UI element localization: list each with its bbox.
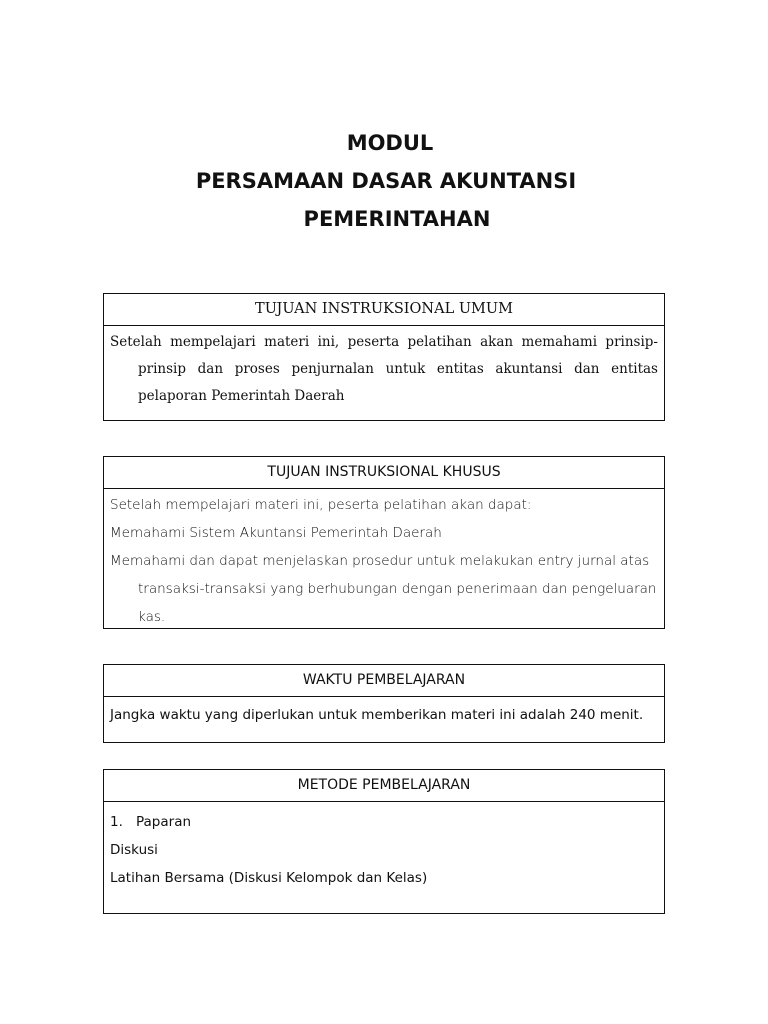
metode-item-1 — [110, 808, 658, 836]
waktu-body — [104, 697, 664, 731]
metode-body — [104, 802, 664, 892]
tujuan-khusus-body — [104, 489, 664, 631]
tujuan-khusus-intro: Setelah mempelajari materi ini, peserta pelatihan akan dapat: — [110, 497, 532, 513]
metode-item-2: Diskusi — [110, 842, 158, 858]
tujuan-umum-heading: TUJUAN INSTRUKSIONAL UMUM — [104, 294, 664, 326]
tujuan-umum-box — [103, 293, 665, 421]
waktu-box — [103, 664, 665, 743]
tujuan-khusus-heading: TUJUAN INSTRUKSIONAL KHUSUS — [104, 457, 664, 489]
metode-item-3: Latihan Bersama (Diskusi Kelompok dan Kelas) — [110, 870, 428, 886]
metode-item-label: Paparan — [136, 814, 192, 830]
title-line-3: PEMERINTAHAN — [303, 207, 491, 231]
tujuan-umum-text: Setelah mempelajari materi ini, peserta pelatihan akan memahami prinsip-prinsip dan proses penjurnalan untuk entitas akuntansi dan entitas pelaporan Pemerintah Daerah — [110, 334, 658, 404]
document-title — [0, 124, 768, 238]
metode-heading: METODE PEMBELAJARAN — [104, 770, 664, 802]
tujuan-khusus-item: Memahami Sistem Akuntansi Pemerintah Daerah — [110, 525, 442, 541]
tujuan-khusus-item: Memahami dan dapat menjelaskan prosedur untuk melakukan entry jurnal atas transaksi-transaksi yang berhubungan dengan penerimaan dan pengeluaran kas. — [110, 553, 657, 625]
metode-box — [103, 769, 665, 914]
waktu-text: Jangka waktu yang diperlukan untuk memberikan materi ini adalah 240 menit. — [110, 707, 644, 723]
tujuan-khusus-box — [103, 456, 665, 629]
waktu-heading: WAKTU PEMBELAJARAN — [104, 665, 664, 697]
title-line-1: MODUL — [346, 131, 434, 155]
title-line-2: PERSAMAAN DASAR AKUNTANSI — [195, 169, 577, 193]
metode-item-number: 1. — [110, 814, 123, 830]
tujuan-umum-body — [104, 326, 664, 410]
